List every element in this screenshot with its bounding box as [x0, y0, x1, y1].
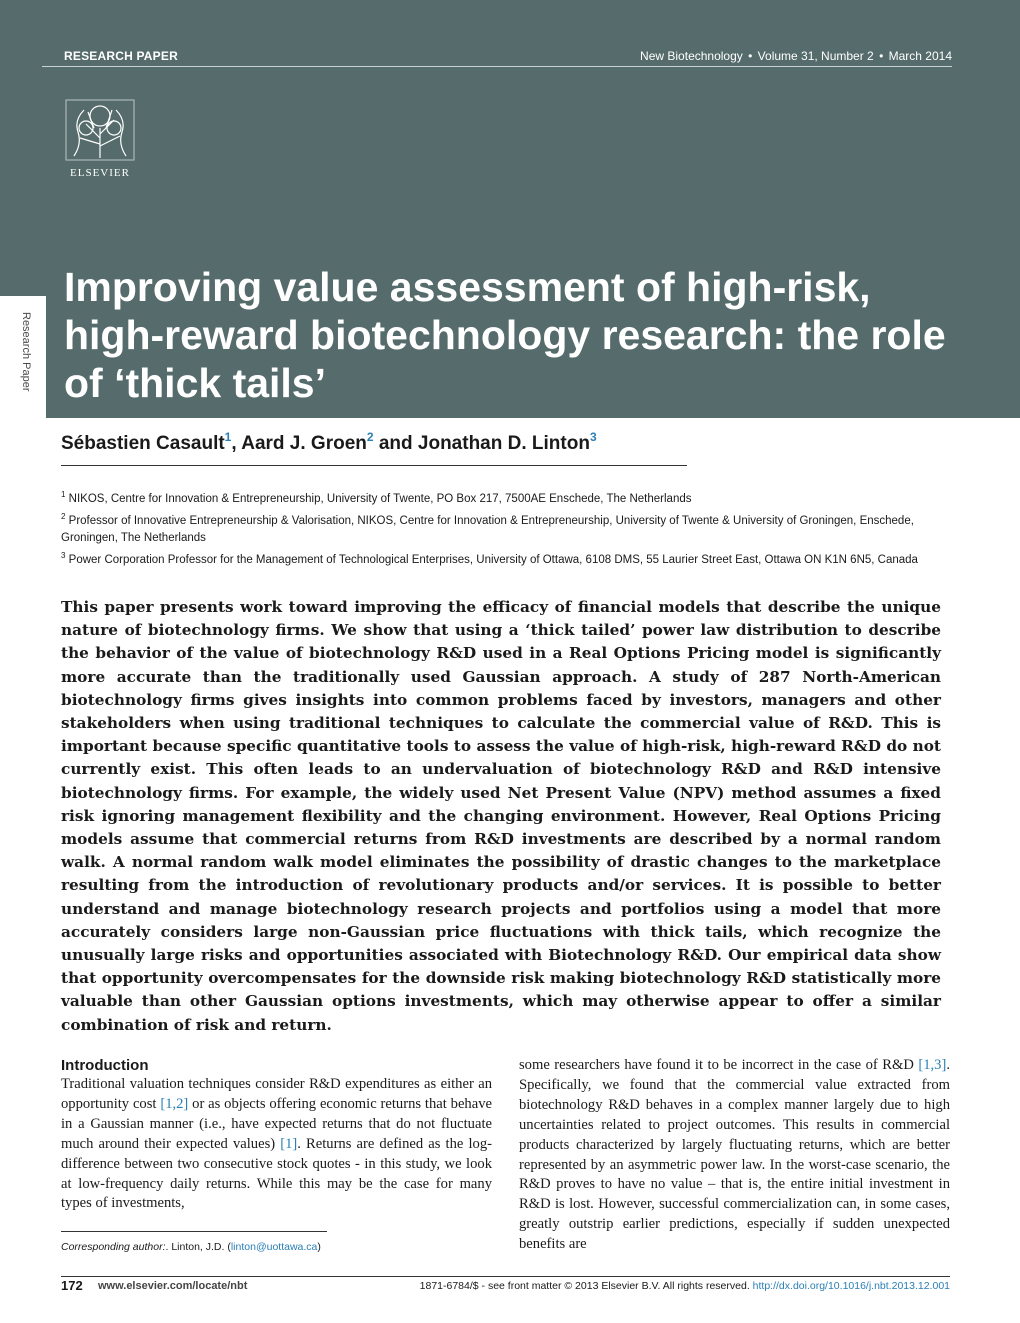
affiliation-number: 3	[61, 550, 66, 560]
affiliations	[61, 486, 951, 568]
affiliation-text: Power Corporation Professor for the Management of Technological Enterprises, University of Ottawa, 6108 DMS, 55 Laurier Street East, Ottawa ON K1N 6N5, Canada	[68, 553, 918, 566]
footer-divider	[61, 1276, 950, 1277]
doi-link[interactable]: http://dx.doi.org/10.1016/j.nbt.2013.12.001	[752, 1280, 950, 1292]
affiliation-mark[interactable]: 2	[366, 430, 374, 444]
author-separator: and	[373, 433, 418, 454]
body-column-right	[519, 1056, 950, 1255]
citation-link[interactable]: [1,3]	[918, 1057, 947, 1073]
section-heading: Introduction	[61, 1057, 149, 1074]
citation-link[interactable]: [1]	[280, 1135, 298, 1152]
author-separator: ,	[231, 433, 242, 454]
author-name: Jonathan D. Linton	[417, 433, 590, 454]
body-paragraph	[61, 1075, 492, 1214]
author-divider	[61, 465, 687, 466]
abstract: This paper presents work toward improving the efficacy of financial models that describe the unique nature of biotechnology firms. We show that using a ‘thick tailed’ power law distribution to describe the behavior of the value of biotechnology R&D used in a Real Options Pricing model is significantly more accurate than the traditionally used Gaussian approach. A study of 287 North-American biotechnology firms gives insights into common problems faced by investors, managers and other stakeholders when using traditional techniques to calculate the commercial value of R&D. This is important because specific quantitative tools to assess the value of high-risk, high-reward R&D do not currently exist. This often leads to an undervaluation of biotechnology R&D and R&D intensive biotechnology firms. For example, the widely used Net Present Value (NPV) method assumes a fixed risk ignoring management flexibility and the changing environment. However, Real Options Pricing models assume that commercial returns from R&D investments are described by a normal random walk. A normal random walk model eliminates the possibility of drastic changes to the marketplace resulting from the introduction of revolutionary products and/or services. It is possible to better understand and manage biotechnology research projects and portfolios using a model that more accurately considers large non-Gaussian price fluctuations with thick tails, which recognize the unusually large risks and opportunities associated with Biotechnology R&D. Our empirical data show that opportunity overcompensates for the downside risk making biotechnology R&D statistically more valuable than other Gaussian options investments, which may otherwise appear to offer a similar combination of risk and return.	[61, 598, 941, 1034]
journal-citation	[640, 49, 952, 63]
body-text: some researchers have found it to be incorrect in the case of R&D	[519, 1057, 919, 1073]
affiliation	[61, 486, 951, 508]
citation-link[interactable]: [1,2]	[160, 1095, 189, 1112]
body-column-left	[61, 1056, 492, 1214]
separator: •	[879, 49, 884, 63]
body-text: . Returns are defined as the log-difference between two consecutive stock quotes - in this study, we look at low-frequency daily returns. While this may be the case for many types of investments,	[61, 1135, 492, 1212]
body-text: or as objects offering economic returns that behave in a Gaussian manner (i.e., have expected returns that do not fluctuate much around their expected values)	[61, 1095, 492, 1152]
logo-wordmark: ELSEVIER	[70, 167, 130, 179]
footnote-text: . Linton, J.D. (	[165, 1241, 231, 1253]
journal-volume: Volume 31, Number 2	[757, 49, 874, 63]
email-link[interactable]: linton@uottawa.ca	[230, 1241, 318, 1253]
elsevier-logo	[64, 98, 136, 180]
journal-date: March 2014	[888, 49, 952, 63]
separator: •	[748, 49, 753, 63]
page-number: 172	[61, 1278, 83, 1293]
journal-website-link[interactable]: www.elsevier.com/locate/nbt	[98, 1280, 248, 1292]
side-tab-label: Research Paper	[20, 312, 32, 392]
corresponding-author-note	[61, 1241, 321, 1253]
body-text: . Specifically, we found that the commercial value extracted from biotechnology R&D behaves in a complex manner largely due to high uncertainties related to project outcomes. This results in commercial products characterized by largely fluctuating returns, which are better represented by an asymmetric power law. In the worst-case scenario, the R&D proves to have no value – that is, the entire initial investment in R&D is lost. However, successful commercialization can, in some cases, greatly outstrip earlier predictions, especially if sudden unexpected benefits are	[519, 1057, 950, 1253]
affiliation-mark[interactable]: 3	[589, 430, 597, 444]
affiliation-number: 2	[61, 511, 66, 521]
affiliation-mark[interactable]: 1	[224, 430, 232, 444]
body-text: Traditional valuation techniques consider R&D expenditures as either an opportunity cost	[61, 1076, 492, 1112]
article-title: Improving value assessment of high-risk, high-reward biotechnology research: the role of ‘thick tails’	[64, 264, 946, 406]
body-paragraph	[519, 1056, 950, 1255]
author-name: Sébastien Casault	[61, 433, 225, 454]
author-list	[61, 430, 597, 455]
footnote-divider	[61, 1231, 327, 1232]
affiliation	[61, 547, 951, 569]
affiliation-text: NIKOS, Centre for Innovation & Entrepreneurship, University of Twente, PO Box 217, 7500AE Enschede, The Netherlands	[68, 492, 692, 505]
copyright-line	[420, 1280, 950, 1292]
header-divider	[42, 66, 952, 67]
section-tag: RESEARCH PAPER	[64, 49, 178, 63]
author-name: Aard J. Groen	[241, 433, 367, 454]
affiliation	[61, 508, 951, 547]
footnote-text: )	[317, 1241, 321, 1253]
affiliation-text: Professor of Innovative Entrepreneurship & Valorisation, NIKOS, Centre for Innovation & Entrepreneurship, University of Twente & University of Groningen, Enschede, Groningen, The Netherlands	[61, 514, 914, 544]
journal-name: New Biotechnology	[640, 49, 743, 63]
affiliation-number: 1	[61, 490, 66, 499]
footnote-label: Corresponding author:	[61, 1241, 166, 1253]
copyright-text: 1871-6784/$ - see front matter © 2013 Elsevier B.V. All rights reserved.	[419, 1280, 753, 1292]
